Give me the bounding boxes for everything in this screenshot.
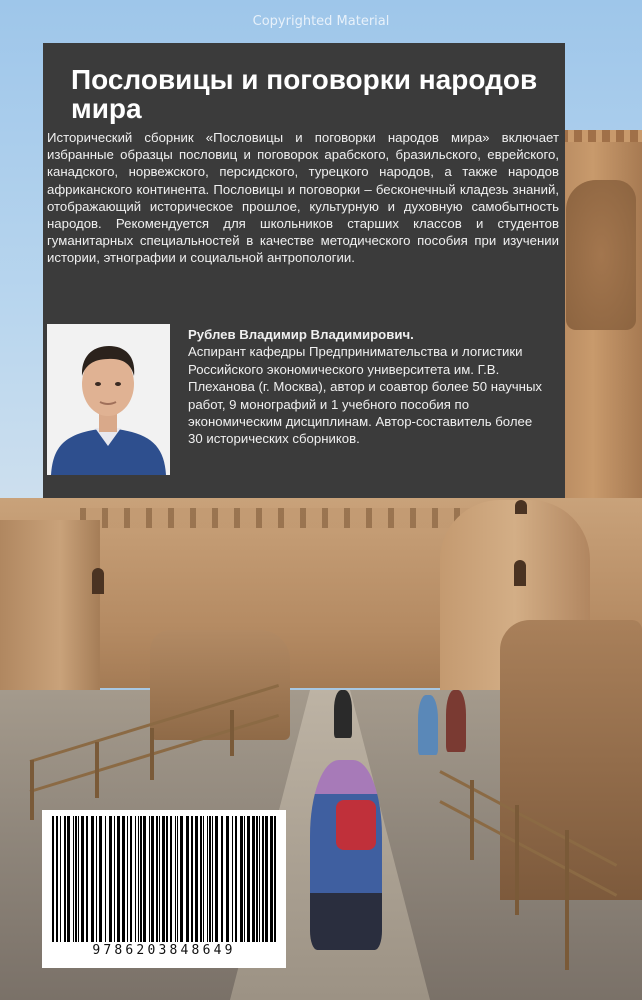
barcode-bar: [159, 816, 160, 942]
barcode-bar: [235, 816, 237, 942]
isbn-number: 9786203848649: [92, 943, 236, 958]
barcode-bar: [274, 816, 276, 942]
barcode-icon: [52, 816, 276, 942]
barcode-bar: [175, 816, 176, 942]
barcode-bar: [122, 816, 125, 942]
watermark: Copyrighted Material: [252, 14, 390, 29]
barcode-bar: [156, 816, 158, 942]
barcode-bar: [99, 816, 102, 942]
barcode-bar: [270, 816, 273, 942]
barcode-bar: [200, 816, 202, 942]
fence-post: [470, 780, 474, 860]
ruin-wall: [150, 630, 290, 740]
rock-formation: [566, 180, 636, 330]
barcode-bar: [143, 816, 146, 942]
barcode-bar: [78, 816, 79, 942]
child-with-backpack: [310, 760, 382, 950]
barcode-bar: [166, 816, 168, 942]
visitor: [334, 690, 352, 738]
ruin-wall: [500, 620, 642, 900]
barcode-bar: [138, 816, 139, 942]
barcode-bar: [60, 816, 61, 942]
barcode-bar: [91, 816, 94, 942]
isbn-barcode: [42, 810, 286, 968]
fence-post: [150, 728, 154, 780]
barcode-bar: [232, 816, 233, 942]
barcode-bar: [226, 816, 229, 942]
barcode-bar: [195, 816, 198, 942]
barcode-bar: [177, 816, 178, 942]
barcode-bar: [221, 816, 223, 942]
barcode-bar: [86, 816, 88, 942]
barcode-bar: [162, 816, 165, 942]
barcode-bar: [262, 816, 264, 942]
barcode-bar: [151, 816, 154, 942]
visitor: [446, 690, 466, 752]
author-photo: [47, 324, 170, 475]
fence-post: [515, 805, 519, 915]
fence-post: [565, 830, 569, 970]
barcode-bar: [56, 816, 58, 942]
book-description: Исторический сборник «Пословицы и поговорки народов мира» включает избранные образцы пословиц и поговорок арабского, бразильского, еврейского, канадского, норвежского, персидского, турецкого народов, а также народов африканского континента. Пословицы и поговорки – бесконечный кладезь знаний, отображающий историческое прошлое, культурную и духовную самобытность народов. Рекомендуется для школьников старших классов и студентов гуманитарных специальностей в качестве методического пособия при изучении истории, этнографии и социальной антропологии.: [47, 130, 559, 266]
window: [515, 500, 527, 514]
barcode-bar: [73, 816, 74, 942]
window: [514, 560, 526, 586]
author-portrait-icon: [47, 324, 170, 475]
barcode-bar: [81, 816, 84, 942]
barcode-bar: [149, 816, 150, 942]
barcode-bar: [265, 816, 268, 942]
visitor: [418, 695, 438, 755]
barcode-bar: [96, 816, 97, 942]
author-name: Рублев Владимир Владимирович.: [188, 327, 414, 342]
barcode-bar: [52, 816, 54, 942]
barcode-bar: [140, 816, 142, 942]
red-backpack: [336, 800, 376, 850]
barcode-bar: [75, 816, 77, 942]
barcode-bar: [247, 816, 250, 942]
barcode-bar: [256, 816, 258, 942]
author-bio: Аспирант кафедры Предпринимательства и логистики Российского экономического университета им. Г.В. Плеханова (г. Москва), автор и соавтор более 50 научных работ, 9 монографий и 1 учебного пособия по экономическим дисциплинам. Автор-составитель более 30 исторических сборников.: [188, 344, 543, 447]
barcode-bar: [209, 816, 211, 942]
barcode-bar: [244, 816, 245, 942]
barcode-bar: [259, 816, 260, 942]
barcode-bar: [191, 816, 193, 942]
barcode-bar: [252, 816, 255, 942]
window: [92, 568, 104, 594]
barcode-bar: [186, 816, 189, 942]
barcode-bar: [212, 816, 213, 942]
barcode-bar: [170, 816, 172, 942]
barcode-bar: [117, 816, 120, 942]
barcode-bar: [127, 816, 128, 942]
barcode-bar: [109, 816, 112, 942]
barcode-bar: [114, 816, 115, 942]
author-info: [188, 326, 548, 448]
barcode-bar: [64, 816, 66, 942]
barcode-bar: [135, 816, 136, 942]
book-title: Пословицы и поговорки народов мира: [71, 64, 538, 124]
fence-post: [95, 742, 99, 798]
barcode-bar: [130, 816, 132, 942]
barcode-bar: [240, 816, 243, 942]
barcode-bar: [203, 816, 204, 942]
barcode-bar: [180, 816, 183, 942]
barcode-bar: [105, 816, 106, 942]
fence-post: [30, 760, 34, 820]
barcode-bar: [67, 816, 70, 942]
barcode-bar: [215, 816, 218, 942]
barcode-bar: [207, 816, 208, 942]
back-cover-panel: [43, 43, 565, 498]
fence-post: [230, 710, 234, 756]
